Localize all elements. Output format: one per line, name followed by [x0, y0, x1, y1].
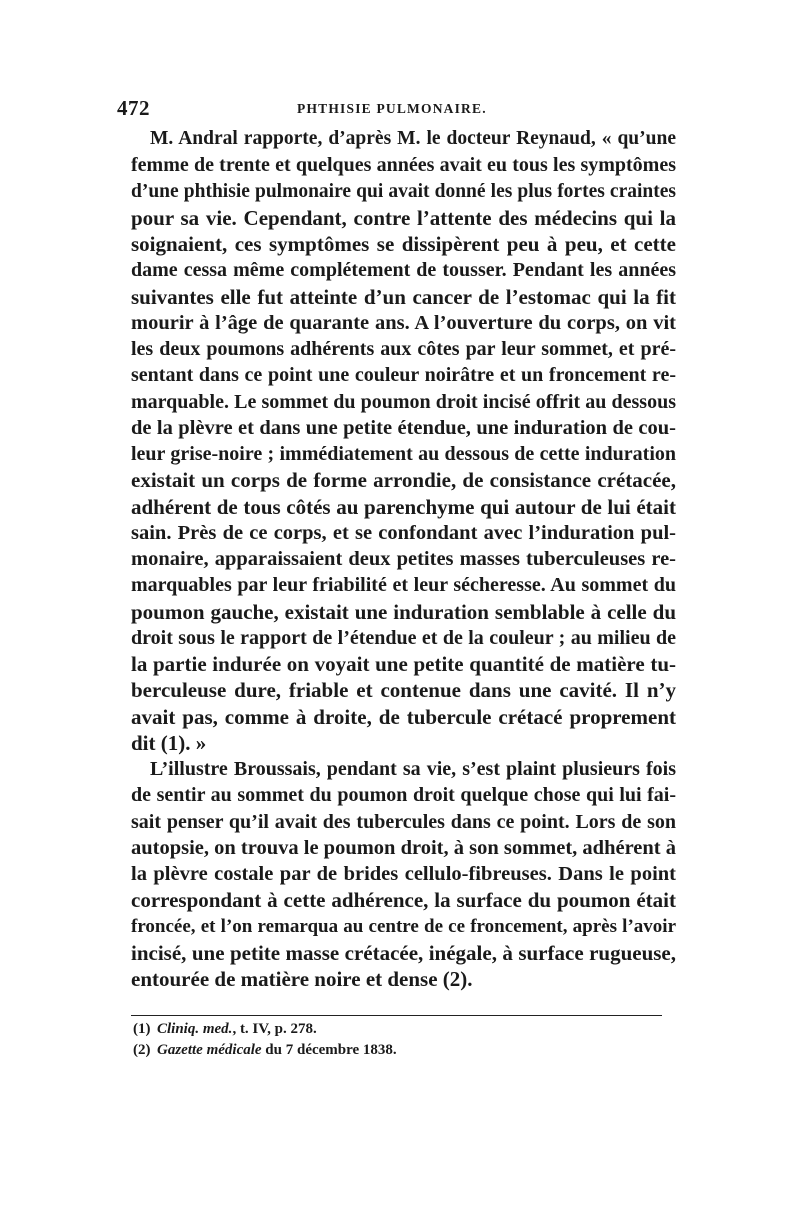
text-line: poumon gauche, existait une induration semblable à celle du	[131, 599, 676, 624]
text-line: suivantes elle fut atteinte d’un cancer de l’estomac qui la fit	[131, 284, 676, 309]
text-line: M. Andral rapporte, d’après M. le docteur Reynaud, « qu’une	[150, 128, 676, 149]
text-line: droit sous le rapport de l’étendue et de la couleur ; au milieu de	[131, 626, 676, 649]
text-line: soignaient, ces symptômes se dissipèrent peu à peu, et cette	[131, 232, 676, 256]
text-line: marquables par leur friabilité et leur sécheresse. Au sommet du	[131, 574, 676, 597]
text-line: les deux poumons adhérents aux côtes par leur sommet, et pré-	[131, 338, 676, 360]
footnote-marker: (1)	[133, 1021, 151, 1037]
text-line: sait penser qu’il avait des tubercules dans ce point. Lors de son	[131, 810, 676, 833]
text-line: berculeuse dure, friable et contenue dans une cavité. Il n’y	[131, 678, 676, 703]
text-line: d’une phthisie pulmonaire qui avait donné les plus fortes craintes	[131, 180, 676, 202]
text-line: avait pas, comme à droite, de tubercule crétacé proprement	[131, 704, 676, 729]
footnote	[133, 1040, 673, 1061]
text-line: sain. Près de ce corps, et se confondant avec l’induration pul-	[131, 521, 676, 544]
text-line: autopsie, on trouva le poumon droit, à son sommet, adhérent à	[131, 836, 676, 859]
text-line: sentant dans ce point une couleur noirâtre et un froncement re-	[131, 364, 676, 387]
text-line: incisé, une petite masse crétacée, inégale, à surface rugueuse,	[131, 940, 676, 965]
footnote-detail: du 7 décembre 1838.	[261, 1042, 397, 1058]
footnote	[133, 1019, 673, 1040]
text-line: la plèvre costale par de brides cellulo-fibreuses. Dans le point	[131, 863, 676, 885]
text-line: de la plèvre et dans une petite étendue, une induration de cou-	[131, 416, 676, 439]
text-line: leur grise-noire ; immédiatement au dessous de cette induration	[131, 443, 676, 465]
running-title: PHTHISIE PULMONAIRE.	[297, 101, 487, 116]
text-line: dame cessa même complétement de tousser. Pendant les années	[131, 259, 676, 282]
text-line: mourir à l’âge de quarante ans. A l’ouverture du corps, on vit	[131, 311, 676, 334]
text-line: existait un corps de forme arrondie, de consistance crétacée,	[131, 468, 676, 493]
text-line: monaire, apparaissaient deux petites masses tuberculeuses re-	[131, 548, 676, 570]
text-line: dit (1). »	[131, 730, 207, 755]
running-header	[117, 96, 677, 122]
text-line: adhérent de tous côtés au parenchyme qui autour de lui était	[131, 494, 676, 519]
body-text	[131, 126, 676, 992]
text-line: la partie indurée on voyait une petite quantité de matière tu-	[131, 652, 676, 676]
text-line: L’illustre Broussais, pendant sa vie, s’est plaint plusieurs fois	[150, 758, 676, 780]
text-line: froncée, et l’on remarqua au centre de ce froncement, après l’avoir	[131, 915, 676, 937]
text-line: pour sa vie. Cependant, contre l’attente des médecins qui la	[131, 205, 676, 230]
text-line: femme de trente et quelques années avait eu tous les symptômes	[131, 154, 676, 177]
footnote-source: Cliniq. med.	[157, 1021, 233, 1037]
page-number: 472	[117, 96, 150, 120]
text-line: de sentir au sommet du poumon droit quelque chose qui lui fai-	[131, 784, 676, 807]
text-line: entourée de matière noire et dense (2).	[131, 967, 473, 991]
text-line: marquable. Le sommet du poumon droit incisé offrit au dessous	[131, 390, 676, 413]
footnote-divider	[131, 1015, 662, 1016]
footnote-source: Gazette médicale	[157, 1042, 262, 1058]
footnote-detail: , t. IV, p. 278.	[232, 1021, 317, 1037]
text-line: correspondant à cette adhérence, la surface du poumon était	[131, 888, 676, 913]
footnote-marker: (2)	[133, 1042, 151, 1058]
footnotes	[133, 1019, 673, 1061]
